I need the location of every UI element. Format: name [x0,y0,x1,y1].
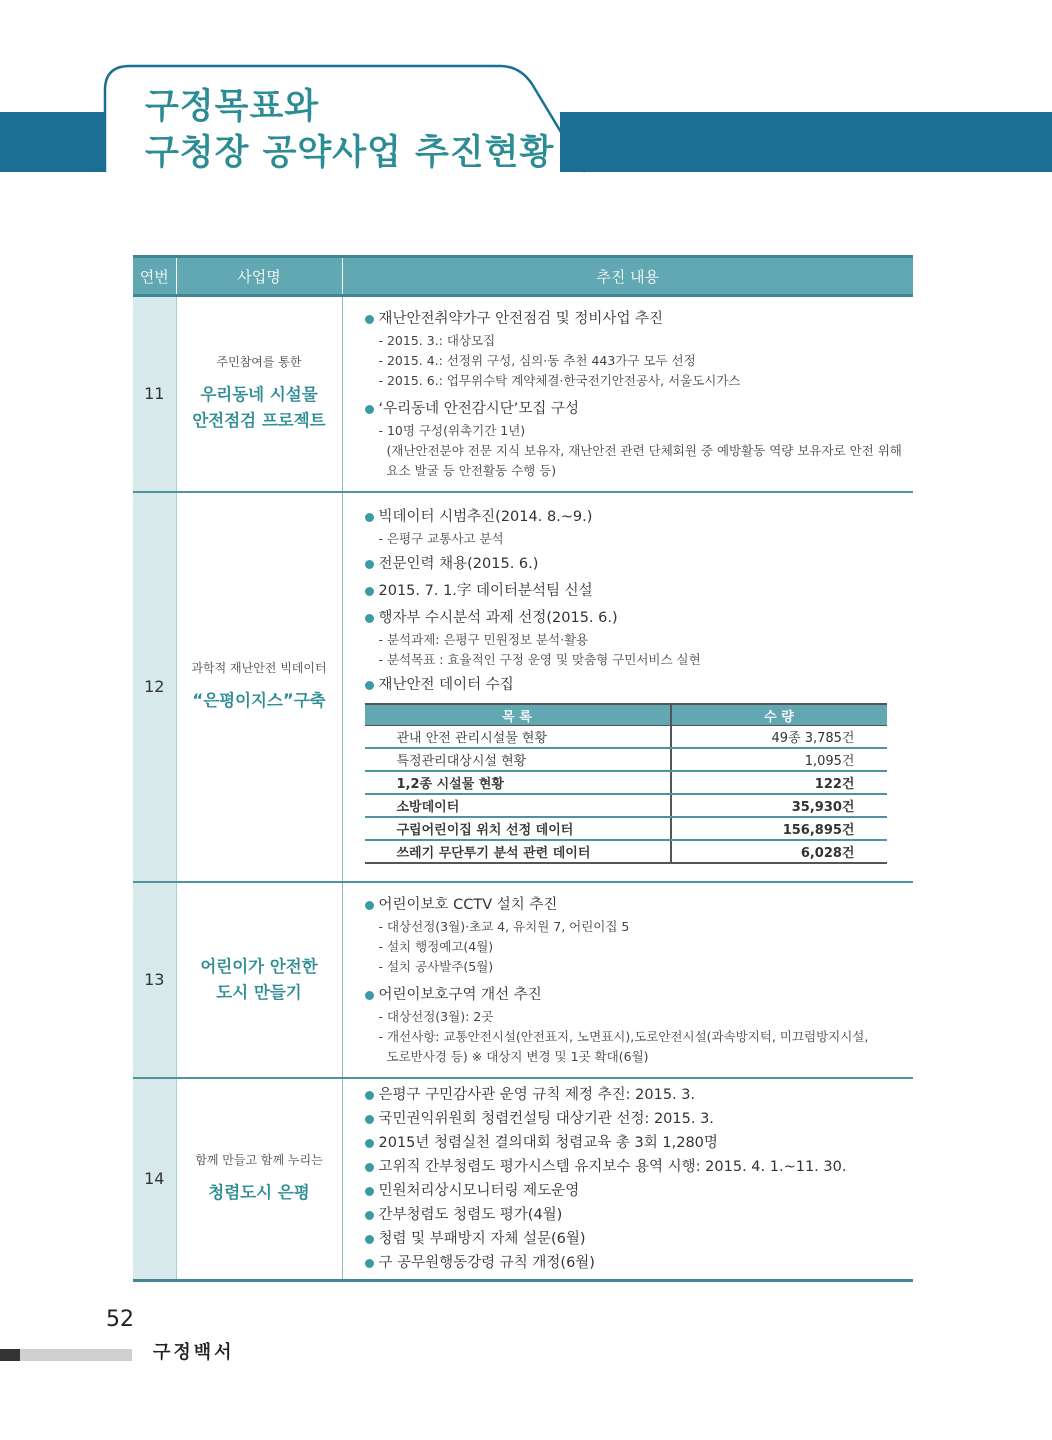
data-item: 특정관리대상시설 현황 [365,748,671,771]
footer-bar-light [20,1349,132,1361]
project-name-line1: “은평이지스”구축 [192,691,326,710]
bullet-item: 민원처리상시모니터링 제도운영 [365,1179,906,1203]
disaster-data-table [365,703,887,864]
row-number: 12 [133,492,176,882]
project-subtitle: 과학적 재난안전 빅데이터 [191,661,327,675]
data-item: 1,2종 시설물 현황 [365,771,671,794]
header-no: 연번 [133,257,176,296]
project-name-line1: 우리동네 시설물 [200,385,318,405]
book-title: 구정백서 [153,1342,235,1363]
bullet-item: 어린이보호구역 개선 추진 [365,983,906,1007]
bullet-item: 간부청렴도 청렴도 평가(4월) [365,1203,906,1227]
header-content: 추진 내용 [342,257,913,296]
project-name-cell [176,492,342,882]
data-row [365,748,887,771]
bullet-item: 고위직 간부청렴도 평가시스템 유지보수 용역 시행: 2015. 4. 1.~11. 30. [365,1155,906,1179]
data-header-item: 목 록 [365,704,671,726]
bullet-item: 재난안전취약가구 안전점검 및 정비사업 추진 [365,307,906,331]
dash-item: - 분석목표 : 효율적인 구정 운영 및 맞춤형 구민서비스 실현 [378,652,701,667]
bullet-item: 어린이보호 CCTV 설치 추진 [365,893,906,917]
row-number: 11 [133,296,176,492]
project-name-line2: 도시 만들기 [216,982,302,1002]
data-row [365,794,887,817]
dash-item: - 2015. 3.: 대상모집 [378,332,496,348]
table-row [133,1078,913,1281]
dash-item: - 설치 행정예고(4월) [378,938,494,954]
project-name-line1: 어린이가 안전한 [200,956,318,976]
data-qty: 156,895건 [671,817,887,840]
data-item: 소방데이터 [365,794,671,817]
project-subtitle: 주민참여를 통한 [216,355,302,370]
row-number: 14 [133,1078,176,1281]
content-cell [342,296,913,492]
data-item: 구립어린이집 위치 선정 데이터 [365,817,671,840]
bullet-item: 빅데이터 시범추진(2014. 8.~9.) [365,505,906,529]
footer-bar-dark [0,1349,20,1361]
dash-item: - 개선사항: 교통안전시설(안전표지, 노면표시),도로안전시설(과속방지턱, 미끄럼방지시설, [378,1028,869,1044]
bullet-item: 은평구 구민감사관 운영 규칙 제정 추진: 2015. 3. [365,1083,906,1107]
continuation-text: 요소 발굴 등 안전활동 수행 등) [386,462,557,478]
dash-item: - 분석과제: 은평구 민원정보 분석·활용 [378,632,589,647]
project-name-line1: 청렴도시 은평 [208,1183,310,1203]
dash-item: - 대상선정(3월): 2곳 [378,1008,494,1024]
data-qty: 49종 3,785건 [671,726,887,749]
project-subtitle: 함께 만들고 함께 누리는 [195,1153,323,1168]
table-row [133,492,913,882]
data-qty: 1,095건 [671,748,887,771]
bullet-item: 국민권익위원회 청렴컨설팅 대상기관 선정: 2015. 3. [365,1107,906,1131]
data-qty: 122건 [671,771,887,794]
bullet-item: 전문인력 채용(2015. 6.) [365,552,906,576]
pledge-status-table [133,255,913,1282]
dash-item: - 2015. 4.: 선정위 구성, 심의·동 추천 443가구 모두 선정 [378,352,696,368]
data-item: 쓰레기 무단투기 분석 관련 데이터 [365,840,671,863]
data-header-qty: 수 량 [671,704,887,726]
table-header-row [133,257,913,296]
content-cell [342,492,913,882]
continuation-text: (재난안전분야 전문 지식 보유자, 재난안전 관련 단체회원 중 예방활동 역량 보유자로 안전 위해 [386,442,902,458]
project-name-line2: 안전점검 프로젝트 [192,411,326,431]
data-item: 관내 안전 관리시설물 현황 [365,726,671,749]
dash-item: - 10명 구성(위촉기간 1년) [378,422,526,438]
row-number: 13 [133,882,176,1078]
content-cell [342,882,913,1078]
dash-item: - 2015. 6.: 업무위수탁 계약체결·한국전기안전공사, 서울도시가스 [378,372,741,388]
project-name-cell [176,1078,342,1281]
project-name-cell [176,882,342,1078]
continuation-text: 도로반사경 등) ※ 대상지 변경 및 1곳 확대(6월) [386,1048,649,1064]
page-title [145,84,554,176]
page-header [0,0,1052,190]
dash-item: - 은평구 교통사고 분석 [378,531,504,546]
dash-item: - 대상선정(3월)·초교 4, 유치원 7, 어린이집 5 [378,918,630,934]
page-title-line1: 구정목표와 [145,87,320,127]
project-name-cell [176,296,342,492]
data-row [365,726,887,749]
table-row [133,882,913,1078]
dash-item: - 설치 공사발주(5월) [378,958,494,974]
data-table-header [365,704,887,726]
bullet-item: 구 공무원행동강령 규칙 개정(6월) [365,1251,906,1275]
data-qty: 35,930건 [671,794,887,817]
bullet-item: 2015년 청렴실천 결의대회 청렴교육 총 3회 1,280명 [365,1131,906,1155]
data-row [365,817,887,840]
data-row [365,771,887,794]
bullet-item: 행자부 수시분석 과제 선정(2015. 6.) [365,606,906,630]
table-row [133,296,913,492]
bullet-item: 재난안전 데이터 수집 [365,673,906,697]
bullet-item: ‘우리동네 안전감시단’모집 구성 [365,397,906,421]
header-project-name: 사업명 [176,257,342,296]
bullet-item: 청렴 및 부패방지 자체 설문(6월) [365,1227,906,1251]
page-number: 52 [106,1307,134,1332]
data-qty: 6,028건 [671,840,887,863]
page-title-line2: 구청장 공약사업 추진현황 [145,133,555,173]
data-row [365,840,887,863]
content-cell [342,1078,913,1281]
bullet-item: 2015. 7. 1.字 데이터분석팀 신설 [365,579,906,603]
